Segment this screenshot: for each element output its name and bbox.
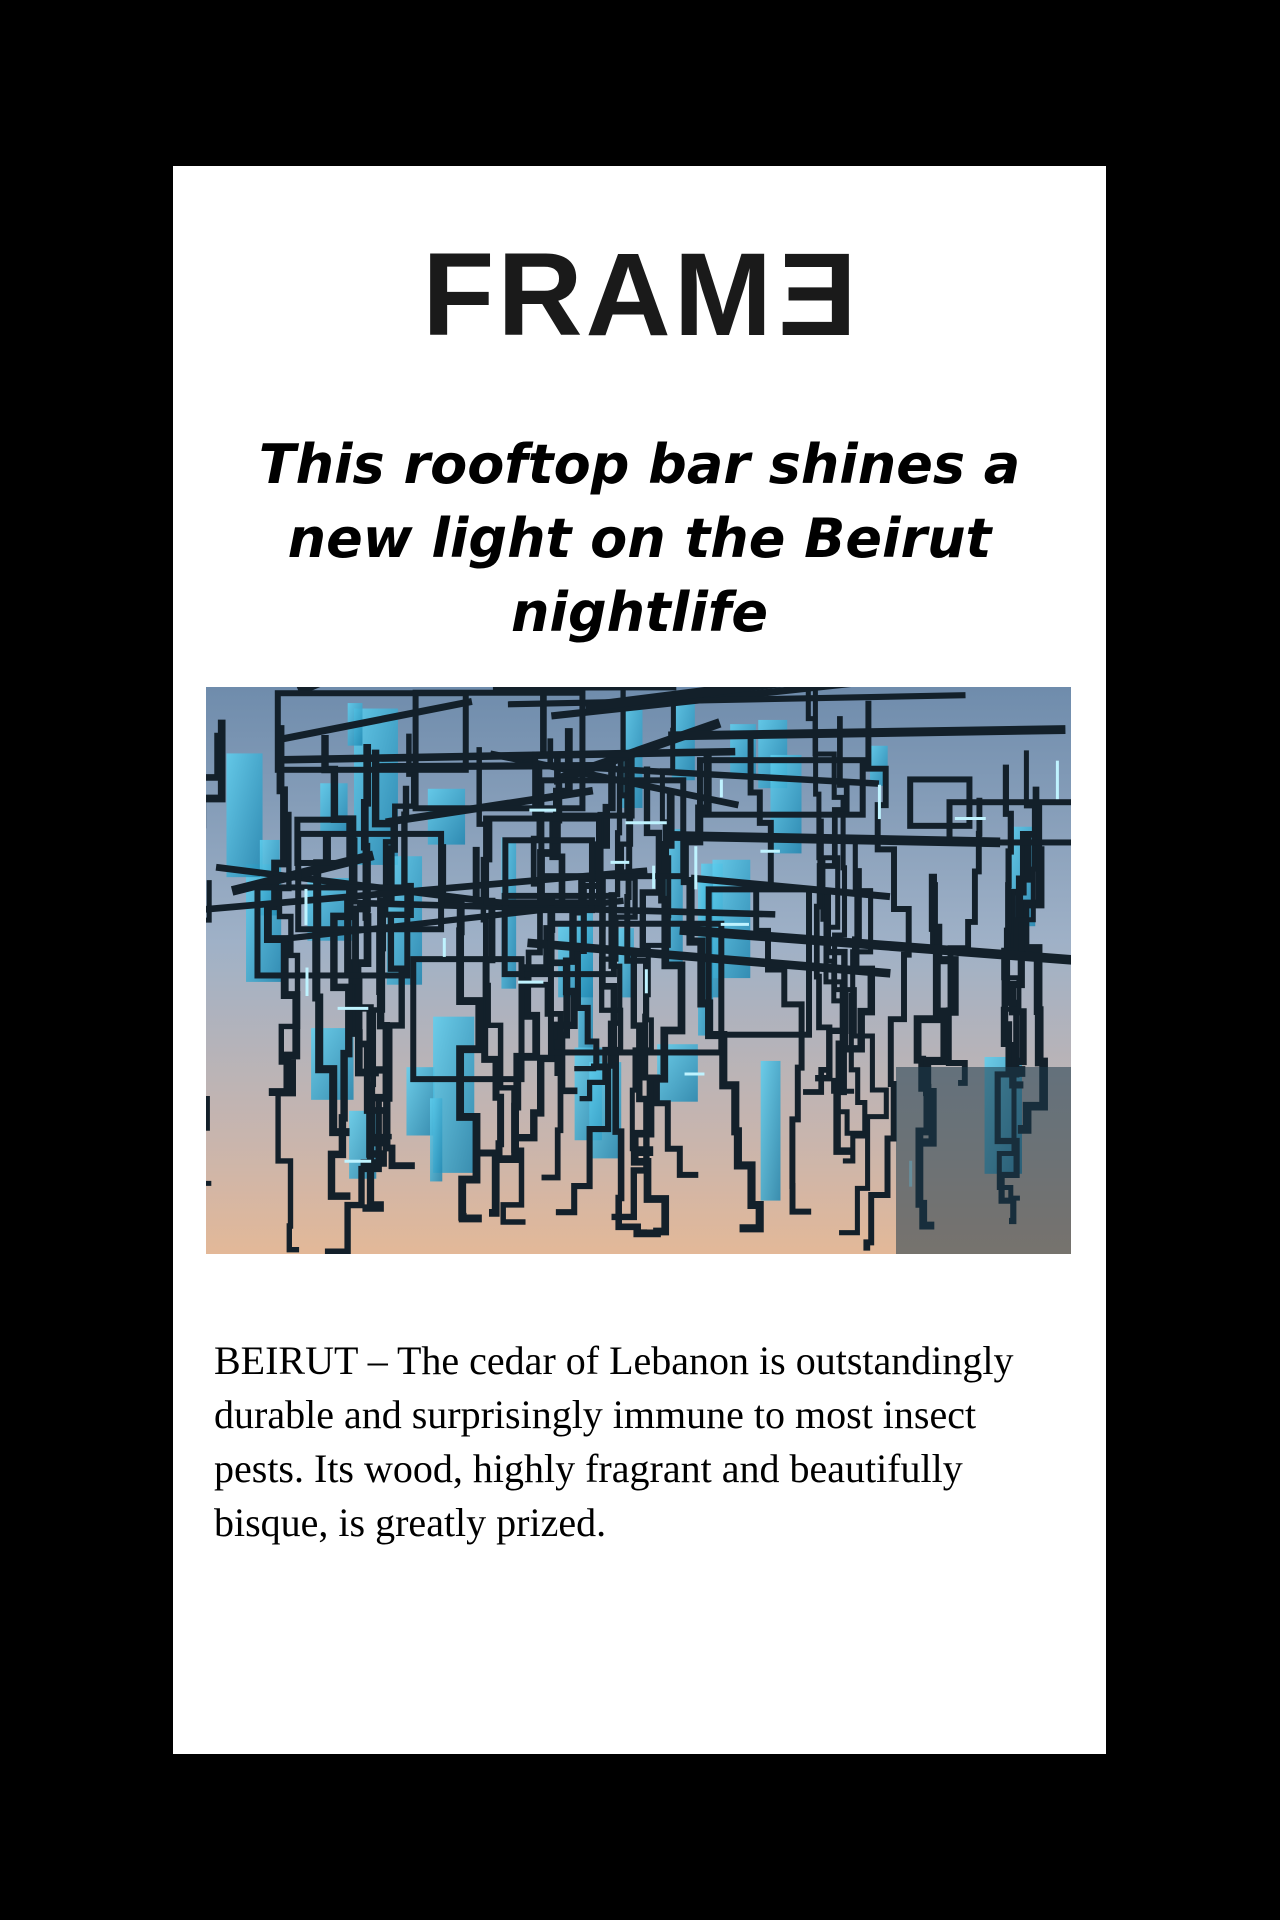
article-body: BEIRUT – The cedar of Lebanon is outstandingly durable and surprisingly immune to most insect pests. Its wood, highly fragrant and beautifully bisque, is greatly prized.	[214, 1338, 1014, 1545]
masthead	[173, 229, 1106, 361]
frame-logo: FRAME	[422, 229, 857, 361]
article-headline: This rooftop bar shines a new light on the Beirut nightlife	[258, 433, 1021, 644]
article-card	[173, 166, 1106, 1754]
rooftop-bar-image	[206, 687, 1071, 1254]
rooftop-bar-photo	[206, 687, 1071, 1254]
